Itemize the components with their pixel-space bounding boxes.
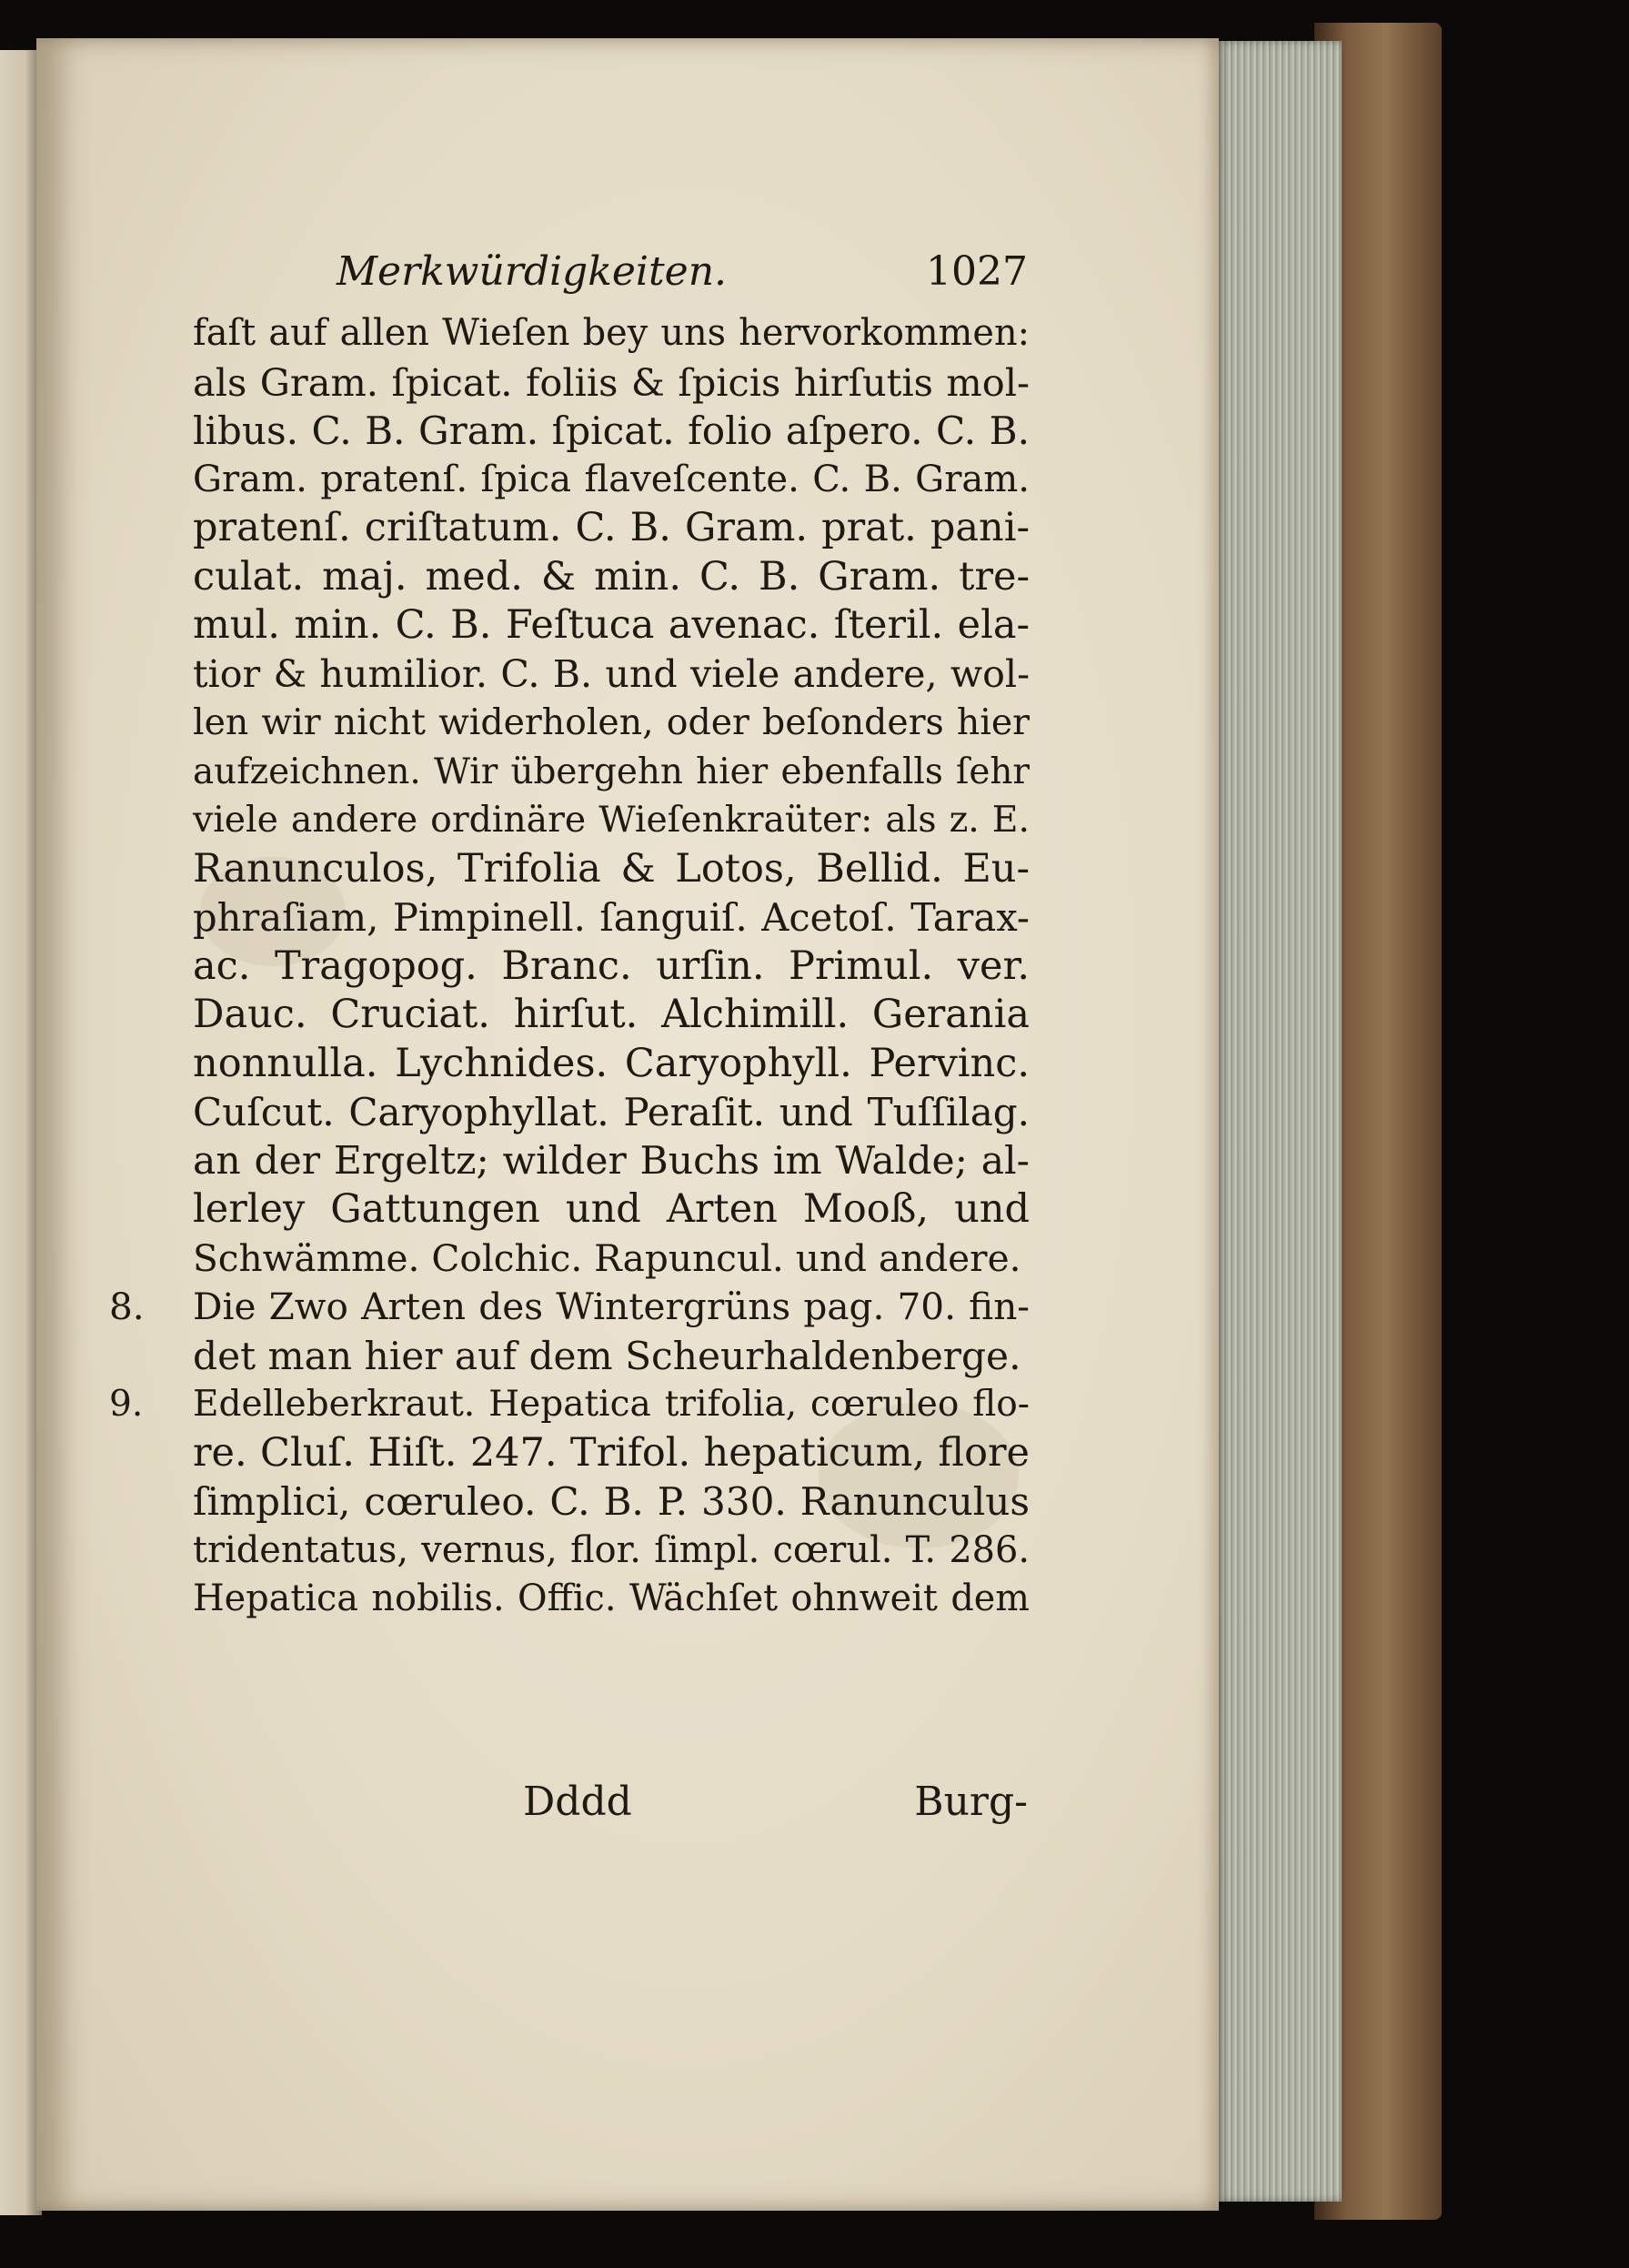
line-text: phraſiam, Pimpinell. ſanguiſ. Acetoſ. Tarax- [193,895,1030,940]
line-text: tior & humilior. C. B. und viele andere, wol- [193,651,1030,696]
page-number: 1027 [926,248,1028,295]
line-text: Ranunculos, Trifolia & Lotos, Bellid. Eu- [193,845,1030,892]
text-line [193,309,1030,358]
text-line [193,991,1030,1040]
text-line [193,845,1030,894]
text-line [193,699,1030,748]
running-head: Merkwürdigkeiten. [337,248,728,295]
text-line [193,1185,1030,1235]
text-line [193,456,1030,505]
line-text: Gram. pratenſ. ſpica flaveſcente. C. B. Gram. [193,458,1030,500]
text-line [193,942,1030,992]
line-text: faſt auf allen Wieſen bey uns hervorkommen: [193,312,1030,354]
line-text: mul. min. C. B. Feſtuca avenac. ſteril. ela- [193,602,1030,648]
page-header [337,241,1028,305]
text-line [193,358,1030,408]
text-line [193,1527,1030,1576]
text-line [193,407,1030,456]
page-block-edges [1214,41,1342,2202]
text-line [193,893,1030,942]
text-line [193,553,1030,602]
catchword: Burg- [914,1779,1028,1825]
text-line [193,1137,1030,1186]
line-text: lerley Gattungen und Arten Mooß, und [193,1186,1030,1232]
text-line [109,1380,1030,1429]
line-text: culat. maj. med. & min. C. B. Gram. tre- [193,553,1030,600]
line-text: an der Ergeltz; wilder Buchs im Walde; al- [193,1138,1030,1184]
text-line [109,1283,1030,1332]
line-text: pratenſ. criſtatum. C. B. Gram. prat. pani- [193,505,1030,550]
text-line [193,1040,1030,1089]
text-line [193,1575,1030,1624]
line-text: tridentatus, vernus, flor. ſimpl. cœrul. T. 286. [193,1528,1030,1571]
line-text: Hepatica nobilis. Offic. Wächſet ohnweit dem [193,1578,1030,1619]
line-text: ac. Tragopog. Branc. urſin. Primul. ver. [193,942,1030,989]
page-footer [523,1779,1028,1829]
text-line [193,748,1030,797]
line-text: Schwämme. Colchic. Rapuncul. und andere. [193,1235,1021,1280]
line-text: viele andere ordinäre Wieſenkraüter: als z. E. [193,800,1030,841]
text-line [193,1332,1030,1381]
line-text: Cuſcut. Caryophyllat. Peraſit. und Tuſſilag. [193,1090,1030,1134]
text-line [193,1235,1030,1284]
line-text: ſimplici, cœruleo. C. B. P. 330. Ranunculus [193,1479,1030,1524]
text-line [193,601,1030,650]
line-text: aufzeichnen. Wir übergehn hier ebenfalls ſehr [193,751,1030,792]
text-line [193,504,1030,553]
item-number: 8. [109,1285,145,1328]
body-text [109,309,1030,1624]
line-text: Dauc. Cruciat. hirſut. Alchimill. Gerania [193,992,1030,1037]
text-line [193,796,1030,845]
text-line [193,1088,1030,1137]
text-line [193,1429,1030,1478]
text-line [193,1477,1030,1527]
text-line [193,650,1030,700]
line-text: Edelleberkraut. Hepatica trifolia, cœruleo flo- [193,1384,1030,1425]
line-text: det man hier auf dem Scheurhaldenberge. [193,1333,1021,1378]
line-text: nonnulla. Lychnides. Caryophyll. Pervinc. [193,1040,1030,1086]
line-text: re. Cluſ. Hiſt. 247. Trifol. hepaticum, flore [193,1429,1030,1476]
item-number: 9. [109,1384,144,1425]
signature-mark: Dddd [523,1779,632,1825]
line-text: libus. C. B. Gram. ſpicat. folio aſpero. C. B. [193,408,1030,453]
line-text: als Gram. ſpicat. foliis & ſpicis hirſutis mol- [193,359,1030,405]
line-text: len wir nicht widerholen, oder beſonders hier [193,701,1030,743]
line-text: Die Zwo Arten des Wintergrüns pag. 70. fin- [193,1285,1030,1328]
